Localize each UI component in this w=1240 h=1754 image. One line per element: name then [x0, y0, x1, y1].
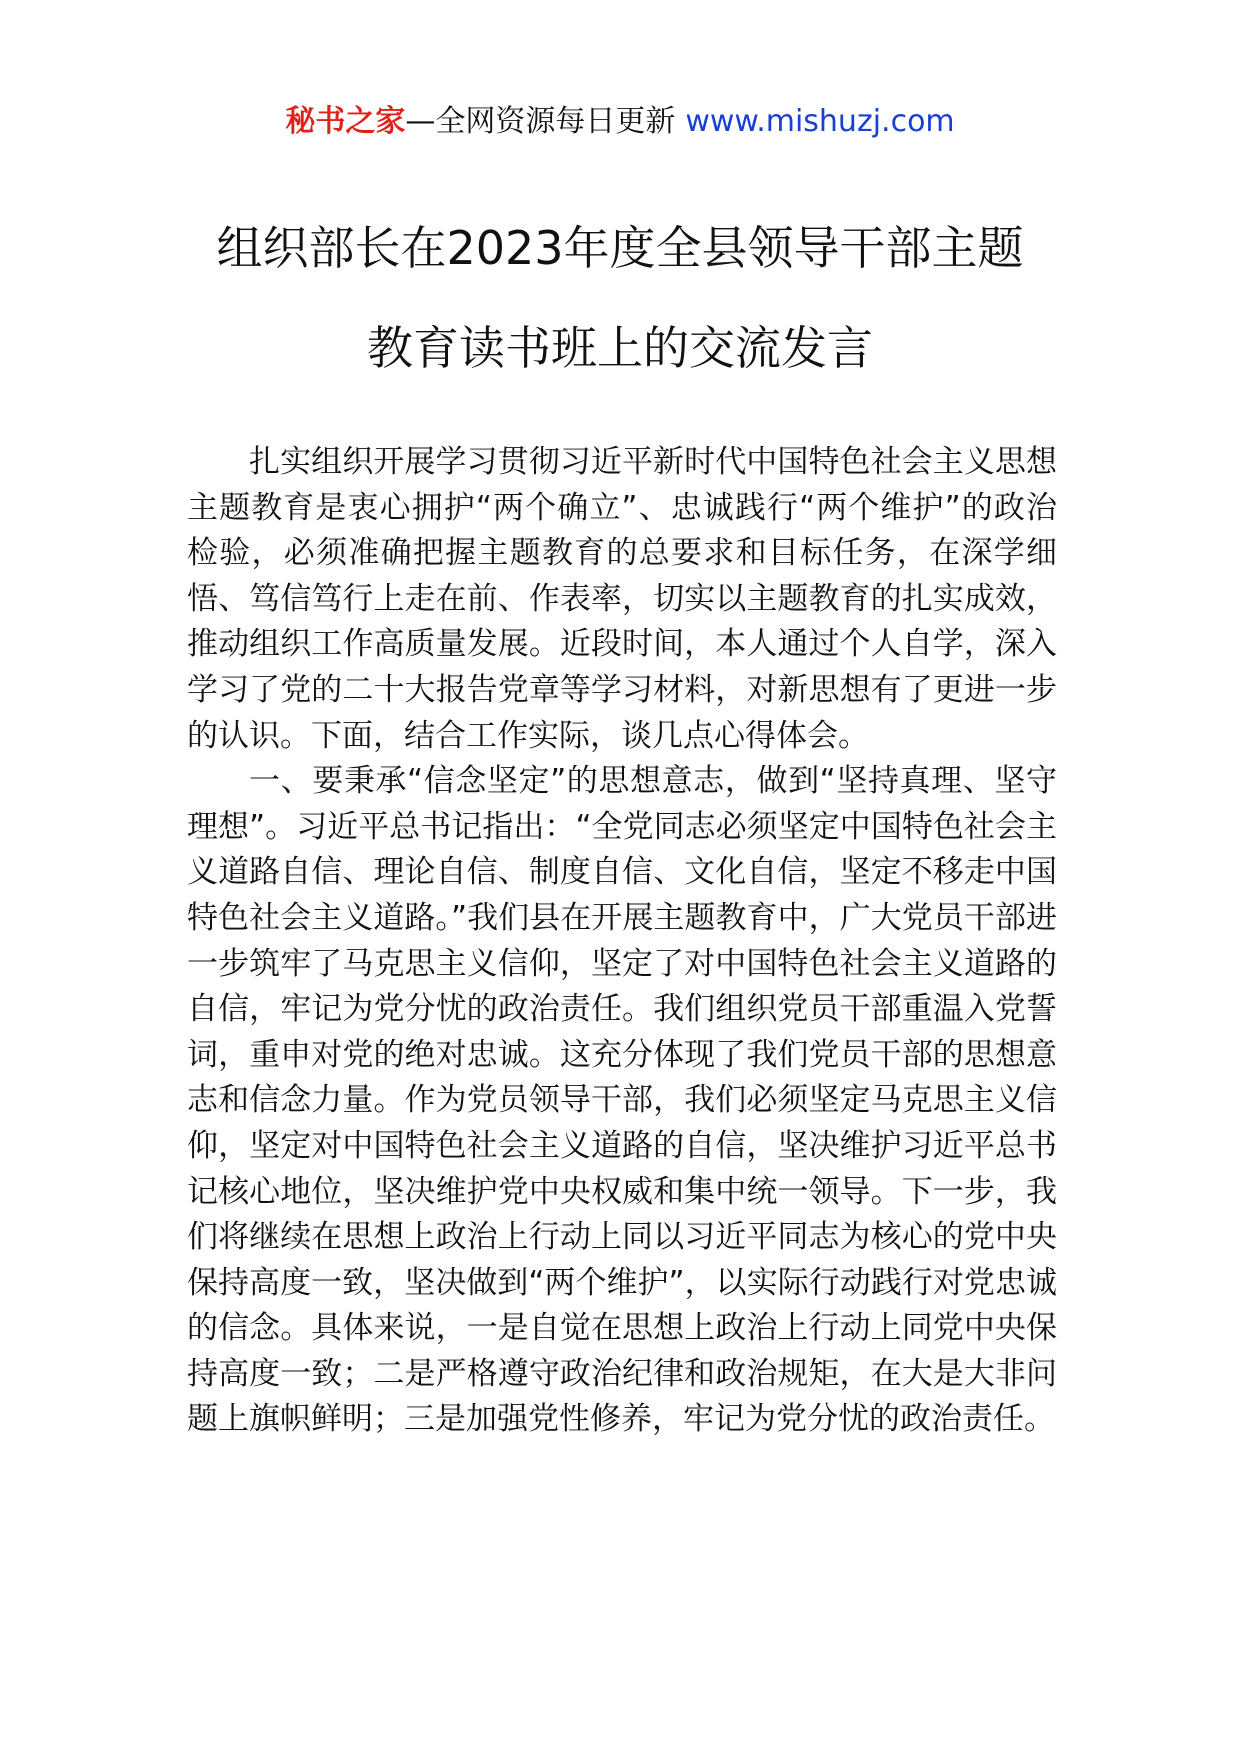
paragraph-section-1: 一、要秉承“信念坚定”的思想意志，做到“坚持真理、坚守理想”。习近平总书记指出：“全党同志必须坚定中国特色社会主义道路自信、理论自信、制度自信、文化自信，坚定不移走中国特色社会主义道路。”我们县在开展主题教育中，广大党员干部进一步筑牢了马克思主义信仰，坚定了对中国特色社会主义道路的自信，牢记为党分忧的政治责任。我们组织党员干部重温入党誓词，重申对党的绝对忠诚。这充分体现了我们党员干部的思想意志和信念力量。作为党员领导干部，我们必须坚定马克思主义信仰，坚定对中国特色社会主义道路的自信，坚决维护习近平总书记核心地位，坚决维护党中央权威和集中统一领导。下一步，我们将继续在思想上政治上行动上同以习近平同志为核心的党中央保持高度一致，坚决做到“两个维护”，以实际行动践行对党忠诚的信念。具体来说，一是自觉在思想上政治上行动上同党中央保持高度一致；二是严格遵守政治纪律和政治规矩，在大是大非问题上旗帜鲜明；三是加强党性修养，牢记为党分忧的政治责任。: [187, 763, 1057, 1438]
document-title: [100, 198, 1140, 398]
brand-name: 秘书之家: [285, 104, 406, 139]
page-header: [0, 100, 1240, 144]
header-slogan: —全网资源每日更新: [405, 104, 676, 139]
document-body: [187, 440, 1057, 1443]
title-line-2: 教育读书班上的交流发言: [367, 321, 873, 375]
site-url-link[interactable]: www.mishuzj.com: [685, 104, 955, 139]
title-line-1: 组织部长在2023年度全县领导干部主题: [216, 221, 1024, 275]
paragraph-intro: 扎实组织开展学习贯彻习近平新时代中国特色社会主义思想主题教育是衷心拥护“两个确立”、忠诚践行“两个维护”的政治检验，必须准确把握主题教育的总要求和目标任务，在深学细悟、笃信笃行上走在前、作表率，切实以主题教育的扎实成效，推动组织工作高质量发展。近段时间，本人通过个人自学，深入学习了党的二十大报告党章等学习材料，对新思想有了更进一步的认识。下面，结合工作实际，谈几点心得体会。: [187, 444, 1057, 754]
